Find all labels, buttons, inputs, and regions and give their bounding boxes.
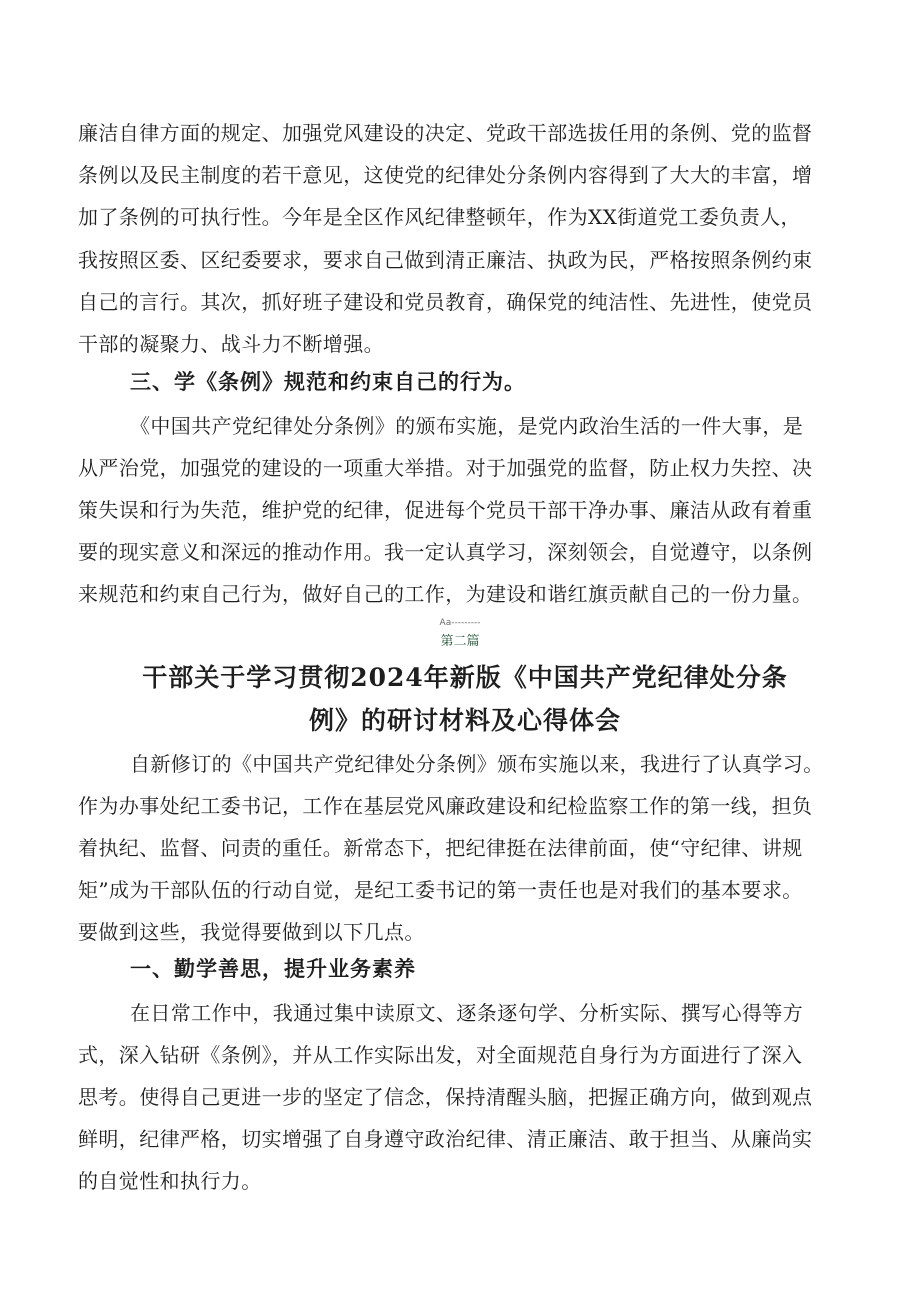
paragraph-line: 着执纪、监督、问责的重任。新常态下，把纪律挺在法律前面，使“守纪律、讲规 [78, 836, 803, 860]
paragraph-line: 条例以及民主制度的若干意见，这使党的纪律处分条例内容得到了大大的丰富，增 [78, 163, 813, 187]
paragraph-line: 鲜明，纪律严格，切实增强了自身遵守政治纪律、清正廉洁、敢于担当、从廉尚实 [78, 1127, 813, 1151]
section-heading: 三、学《条例》规范和约束自己的行为。 [130, 369, 526, 394]
section-heading: 一、勤学善思，提升业务素养 [130, 956, 416, 981]
paragraph-line: 要做到这些，我觉得要做到以下几点。 [78, 920, 425, 944]
paragraph-line: 自新修订的《中国共产党纪律处分条例》颁布实施以来，我进行了认真学习。 [130, 752, 824, 776]
paragraph-line: 矩”成为干部队伍的行动自觉，是纪工委书记的第一责任也是对我们的基本要求。 [78, 878, 803, 902]
paragraph-line: 思考。使得自己更进一步的坚定了信念，保持清醒头脑，把握正确方向，做到观点 [78, 1085, 813, 1109]
paragraph-line: 我按照区委、区纪委要求，要求自己做到清正廉洁、执政为民，严格按照条例约束 [78, 248, 813, 272]
article-title-line: 干部关于学习贯彻2024年新版《中国共产党纪律处分条 [142, 663, 788, 692]
paragraph-line: 式，深入钻研《条例》，并从工作实际出发，对全面规范自身行为方面进行了深入 [78, 1043, 803, 1067]
paragraph-line: 策失误和行为失范，维护党的纪律，促进每个党员干部干净办事、廉洁从政有着重 [78, 498, 813, 522]
paragraph-line: 廉洁自律方面的规定、加强党风建设的决定、党政干部选拔任用的条例、党的监督 [78, 121, 813, 145]
separator-decoration: Aa--------- [439, 618, 481, 628]
paragraph-line: 干部的凝聚力、战斗力不断增强。 [78, 332, 384, 356]
paragraph-line: 要的现实意义和深远的推动作用。我一定认真学习，深刻领会，自觉遵守，以条例 [78, 540, 813, 564]
article-title-line: 例》的研讨材料及心得体会 [308, 706, 621, 735]
paragraph-line: 从严治党，加强党的建设的一项重大举措。对于加强党的监督，防止权力失控、决 [78, 456, 813, 480]
paragraph-line: 的自觉性和执行力。 [78, 1169, 262, 1193]
separator-label: 第二篇 [440, 634, 480, 649]
paragraph-line: 来规范和约束自己行为，做好自己的工作，为建设和谐红旗贡献自己的一份力量。 [78, 582, 813, 606]
paragraph-line: 在日常工作中，我通过集中读原文、逐条逐句学、分析实际、撰写心得等方 [130, 1001, 804, 1025]
paragraph-line: 作为办事处纪工委书记，工作在基层党风廉政建设和纪检监察工作的第一线，担负 [78, 794, 813, 818]
paragraph-line: 自己的言行。其次，抓好班子建设和党员教育，确保党的纯洁性、先进性，使党员 [78, 290, 813, 314]
paragraph-line: 《中国共产党纪律处分条例》的颁布实施，是党内政治生活的一件大事，是 [130, 414, 804, 438]
paragraph-line: 加了条例的可执行性。今年是全区作风纪律整顿年，作为XX街道党工委负责人， [78, 205, 801, 229]
